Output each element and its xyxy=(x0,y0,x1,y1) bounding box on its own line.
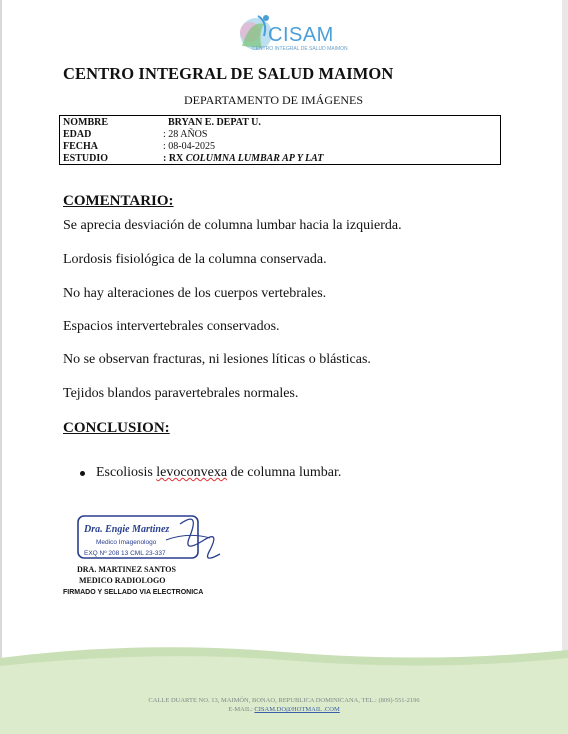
bullet-icon xyxy=(80,471,85,476)
age-label: EDAD xyxy=(63,129,92,140)
conclusion-item xyxy=(96,465,341,481)
patient-info-box xyxy=(59,115,501,165)
stamp-role: Medico Imagenologo xyxy=(96,539,157,546)
logo-text: CISAM xyxy=(268,24,334,46)
stamp-exq: EXQ Nº 208 13 CML 23-337 xyxy=(84,550,166,557)
date-value: : 08-04-2025 xyxy=(163,141,215,152)
study-label: ESTUDIO xyxy=(63,153,109,164)
comment-paragraph: Lordosis fisiológica de la columna conservada. xyxy=(63,252,327,267)
organization-title: CENTRO INTEGRAL DE SALUD MAIMON xyxy=(63,64,394,83)
conclusion-text-before: Escoliosis xyxy=(96,465,157,480)
date-label: FECHA xyxy=(63,141,98,152)
signature-stamp xyxy=(70,510,230,570)
footer-email xyxy=(0,706,568,713)
stamp-name: Dra. Engie Martinez xyxy=(84,524,170,535)
study-value xyxy=(163,153,323,164)
comment-paragraph: No hay alteraciones de los cuerpos vertebrales. xyxy=(63,286,327,301)
footer-email-prefix: E-MAIL: xyxy=(228,706,255,713)
age-value: : 28 AÑOS xyxy=(163,129,208,140)
spellcheck-flagged-word[interactable]: levoconvexa xyxy=(156,465,228,480)
footer-wave xyxy=(0,640,568,734)
signature-note: FIRMADO Y SELLADO VIA ELECTRONICA xyxy=(63,589,204,596)
study-name: COLUMNA LUMBAR AP Y LAT xyxy=(185,153,324,164)
name-value: BRYAN E. DEPAT U. xyxy=(168,117,261,128)
conclusion-title: CONCLUSION: xyxy=(63,420,170,436)
study-prefix: : RX xyxy=(163,153,186,164)
signer-name: DRA. MARTINEZ SANTOS xyxy=(77,565,176,574)
scrollbar-track[interactable] xyxy=(562,0,568,734)
logo-subtitle: CENTRO INTEGRAL DE SALUD MAIMON xyxy=(252,46,348,52)
comment-paragraph: Tejidos blandos paravertebrales normales. xyxy=(63,386,299,401)
name-label: NOMBRE xyxy=(63,117,108,128)
footer-email-link[interactable]: CISAM.DO@HOTMAIL .COM xyxy=(254,706,340,713)
comment-paragraph: Espacios intervertebrales conservados. xyxy=(63,319,280,334)
footer-address: CALLE DUARTE NO. 13, MAIMÓN, BONAO, REPUBLICA DOMINICANA, TEL.: (809)-551-2196 xyxy=(148,697,420,704)
conclusion-text-after: de columna lumbar. xyxy=(227,465,342,480)
department-title: DEPARTAMENTO DE IMÁGENES xyxy=(184,93,363,107)
comment-title: COMENTARIO: xyxy=(63,193,174,209)
comment-paragraph: No se observan fracturas, ni lesiones líticas o blásticas. xyxy=(63,352,371,367)
comment-paragraph: Se aprecia desviación de columna lumbar hacia la izquierda. xyxy=(63,218,402,233)
page-edge xyxy=(0,0,2,734)
signer-title: MEDICO RADIOLOGO xyxy=(79,576,166,585)
handwritten-signature xyxy=(180,519,220,558)
